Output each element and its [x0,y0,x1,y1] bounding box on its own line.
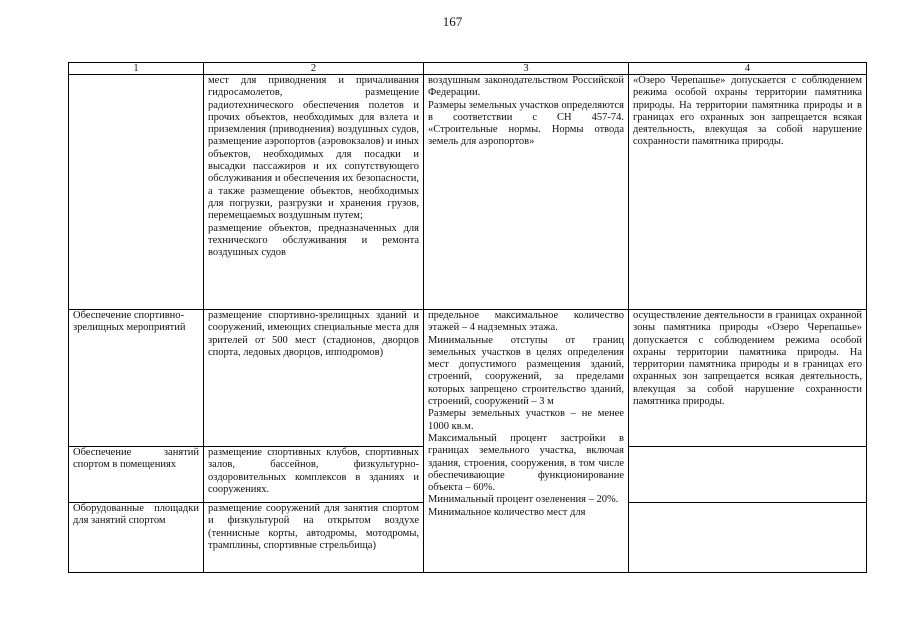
row3-col2: размещение спортивных клубов, спортивных залов, бассейнов, физкультурно-оздоровительных комплексов в зданиях и сооружениях. [204,447,424,503]
merged-p4: Максимальный процент застройки в границах земельного участка, включая здания, строения, сооружения, в том числе обеспечивающие функционирование объекта – 60%. [428,432,624,494]
row2-col3-merged [424,310,629,573]
row2-col2: размещение спортивно-зрелищных зданий и сооружений, имеющих специальные места для зрителей от 500 мест (стадионов, дворцов спорта, ледовых дворцов, ипподромов) [204,310,424,447]
row4-col1: Оборудованные площадки для занятий спортом [69,503,204,573]
regulations-table [68,62,867,573]
merged-p6: Минимальное количество мест для [428,506,586,518]
merged-p5: Минимальный процент озеленения – 20%. [428,494,619,506]
row1-col3 [424,75,629,310]
row3-col1: Обеспечение занятий спортом в помещениях [69,447,204,503]
header-row [69,63,867,75]
row2-col1: Обеспечение спортивно-зрелищных мероприятий [69,310,204,447]
merged-p1: предельное максимальное количество этажей – 4 надземных этажа. [428,310,624,334]
row3-col4 [629,447,867,503]
header-col-2: 2 [204,63,424,75]
row4-col4 [629,503,867,573]
row1-col1 [69,75,204,310]
row1-col2-p1: мест для приводнения и причаливания гидросамолетов, размещение радиотехнического обеспечения полетов и прочих объектов, необходимых для взлета и приземления (приводнения) воздушных судов, размещение аэропортов (аэровокзалов) и иных объектов, необходимых для посадки и высадки пассажиров и их сопутствующего обслуживания и обеспечения их безопасности, а также размещение объектов, необходимых для погрузки, разгрузки и хранения грузов, перемещаемых воздушным путем; [208,75,419,222]
page-number: 167 [442,14,463,29]
row1-col4: «Озеро Черепашье» допускается с соблюдением режима особой охраны территории памятника природы. На территории памятника природы и в границах его охранных зон запрещается всякая деятельность, влекущая за собой нарушение сохранности памятника природы. [629,75,867,310]
row1-col3-p2: Размеры земельных участков определяются в соответствии с СН 457-74. «Строительные нормы. Нормы отвода земель для аэропортов» [428,99,624,148]
header-col-3: 3 [424,63,629,75]
row2-col4: осуществление деятельности в границах охранной зоны памятника природы «Озеро Черепашье» допускается с соблюдением режима особой охраны территории памятника природы. На территории памятника природы и в границах его охранных зон запрещается всякая деятельность, влекущая за собой нарушение сохранности памятника природы. [629,310,867,447]
header-col-1: 1 [69,63,204,75]
header-col-4: 4 [629,63,867,75]
row1-col2-p2: размещение объектов, предназначенных для технического обслуживания и ремонта воздушных судов [208,222,419,259]
row1-col3-p1: воздушным законодательством Российской Федерации. [428,75,624,99]
row1-col2 [204,75,424,310]
merged-p2: Минимальные отступы от границ земельных участков в целях определения мест допустимого размещения зданий, строений, сооружений, за пределами которых запрещено строительство зданий, строений, сооружений – 3 м [428,334,624,408]
row4-col2: размещение сооружений для занятия спортом и физкультурой на открытом воздухе (теннисные корты, автодромы, мотодромы, трамплины, спортивные стрельбища) [204,503,424,573]
merged-p3: Размеры земельных участков – не менее 1000 кв.м. [428,408,624,432]
table-row [69,75,867,310]
table-row [69,310,867,447]
